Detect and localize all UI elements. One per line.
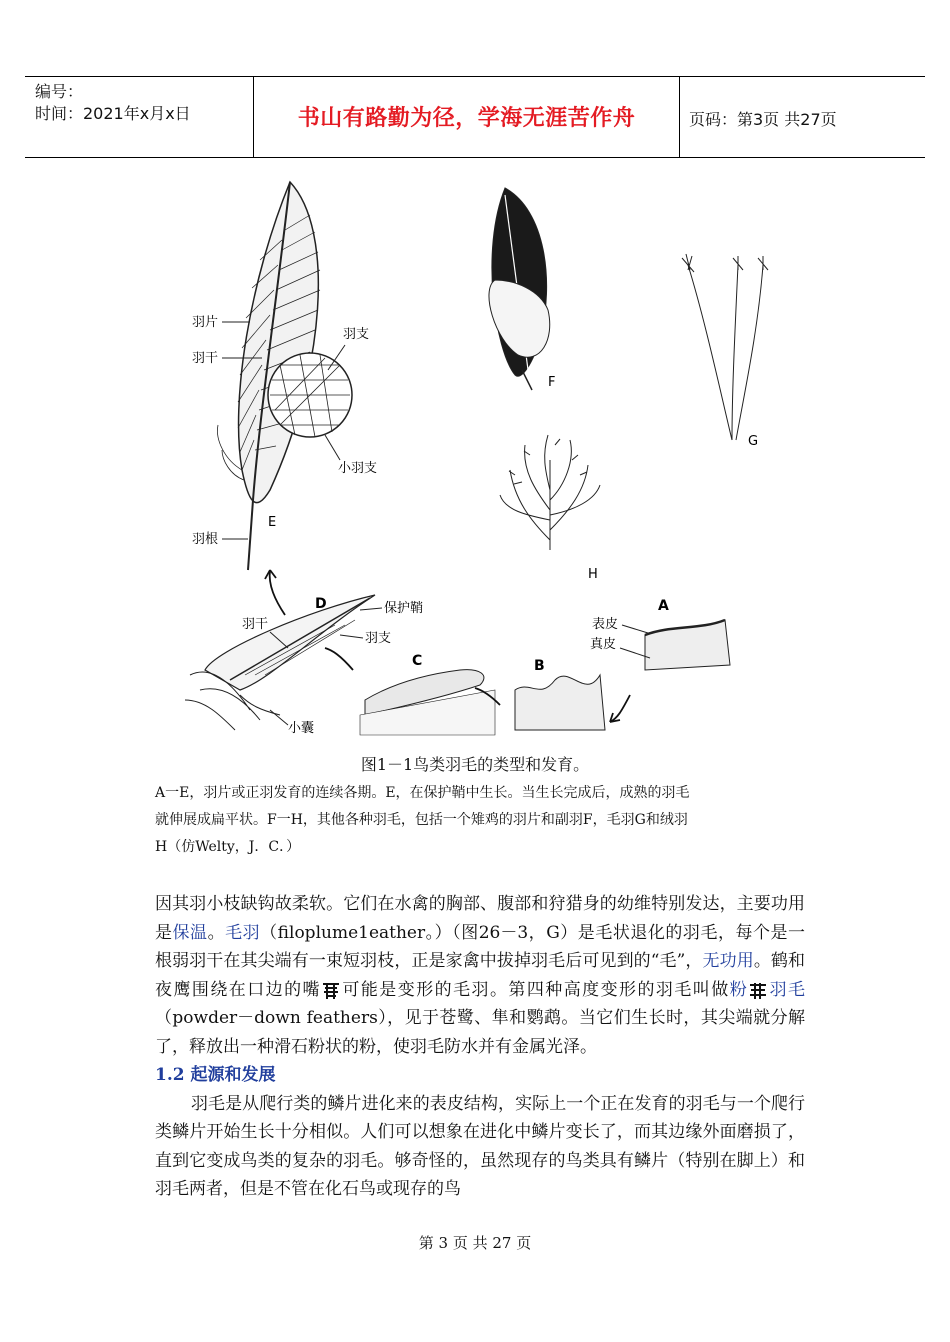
- label-follicle: 小囊: [288, 721, 315, 736]
- text-run: （filoplume1eather。）（图26－3，G）是毛状退化的羽毛，每个是一根弱羽干在其尖端有一束短羽枝，正是家禽中拔掉羽毛后可见到的“毛”，: [155, 922, 806, 971]
- header-motto: 书山有路勤为径，学海无涯苦作舟: [297, 106, 636, 131]
- label-vane: 羽片: [192, 315, 219, 330]
- text-run: 可能是变形的毛羽。第四种高度变形的羽毛叫做: [340, 979, 730, 1000]
- label-e: E: [268, 515, 277, 530]
- figure-caption-body: [155, 780, 805, 861]
- page-header: [25, 76, 925, 158]
- label-shaft: 羽干: [192, 351, 219, 366]
- header-page-info: 页码：第3页 共27页: [689, 110, 837, 129]
- bristle-glyph-image: [321, 981, 341, 999]
- label-epidermis: 表皮: [592, 617, 619, 632]
- page-footer: 第 3 页 共 27 页: [418, 1234, 532, 1252]
- stage-a-drawing: [645, 620, 730, 670]
- label-f: F: [548, 375, 556, 390]
- header-divider: [679, 77, 680, 157]
- header-meta: [35, 81, 191, 125]
- label-dermis: 真皮: [590, 637, 617, 652]
- feather-figure: [160, 170, 800, 740]
- feather-e-drawing: [217, 182, 352, 570]
- text-run: 因其羽小枝缺钩故柔软。它们在水禽的胸部、腹部和狩猎身的幼维特别发达，主要功用是: [155, 894, 805, 943]
- stage-b-drawing: [515, 675, 605, 730]
- link-feather[interactable]: 羽毛: [768, 979, 806, 1000]
- feather-f-drawing: [489, 188, 550, 390]
- caption-line: A一E，羽片或正羽发育的连续各期。E，在保护鞘中生长。当生长完成后，成熟的羽毛: [155, 785, 690, 801]
- label-barbule: 小羽支: [338, 461, 378, 476]
- text-run: （powder－down feathers），见于苍鹭、隼和鹦鹉。当它们生长时，其尖端就分解了，释放出一种滑石粉状的粉，使羽毛防水并有金属光泽。: [155, 1008, 805, 1057]
- label-b: B: [534, 658, 545, 674]
- label-a: A: [658, 598, 669, 614]
- down-glyph-image: [748, 981, 768, 999]
- label-barb-d: 羽支: [365, 631, 392, 646]
- main-body: [155, 890, 805, 1204]
- caption-line: 就伸展成扁平状。F一H，其他各种羽毛，包括一个雉鸡的羽片和副羽F，毛羽G和绒羽: [155, 812, 688, 828]
- serial-label: 编号：: [35, 82, 84, 101]
- text-run: 。: [207, 922, 226, 943]
- feather-g-drawing: [682, 254, 768, 440]
- feather-h-drawing: [500, 435, 600, 550]
- label-h: H: [588, 567, 598, 582]
- label-barb: 羽支: [343, 327, 370, 342]
- link-filoplume[interactable]: 毛羽: [225, 922, 261, 943]
- link-no-function[interactable]: 无功用: [702, 951, 754, 971]
- text-run: 。鹤和夜鹰围绕在口边的嘴: [155, 951, 806, 1000]
- date-label: 时间：2021年x月x日: [35, 104, 191, 123]
- label-calamus: 羽根: [192, 532, 219, 547]
- stage-c-drawing: [360, 670, 495, 735]
- body-paragraph: [155, 890, 805, 1061]
- feather-illustration: [160, 170, 800, 740]
- section-heading: 1.2 起源和发展: [155, 1065, 276, 1085]
- caption-line: H（仿Welty，J．C．）: [155, 839, 301, 855]
- label-shaft-d: 羽干: [242, 617, 269, 632]
- label-c: C: [412, 653, 423, 669]
- label-d: D: [315, 596, 327, 612]
- figure-caption-title: 图1－1鸟类羽毛的类型和发育。: [360, 755, 590, 774]
- link-insulation[interactable]: 保温: [172, 922, 208, 943]
- link-powder[interactable]: 粉: [729, 979, 749, 1000]
- body-paragraph: 羽毛是从爬行类的鳞片进化来的表皮结构，实际上一个正在发育的羽毛与一个爬行类鳞片开始生长十分相似。人们可以想象在进化中鳞片变长了，而其边缘外面磨损了，直到它变成鸟类的复杂的羽毛。够奇怪的，虽然现存的鸟类具有鳞片（特别在脚上）和羽毛两者，但是不管在化石鸟或现存的鸟: [155, 1093, 805, 1199]
- label-g: G: [748, 434, 759, 449]
- label-sheath: 保护鞘: [384, 601, 424, 616]
